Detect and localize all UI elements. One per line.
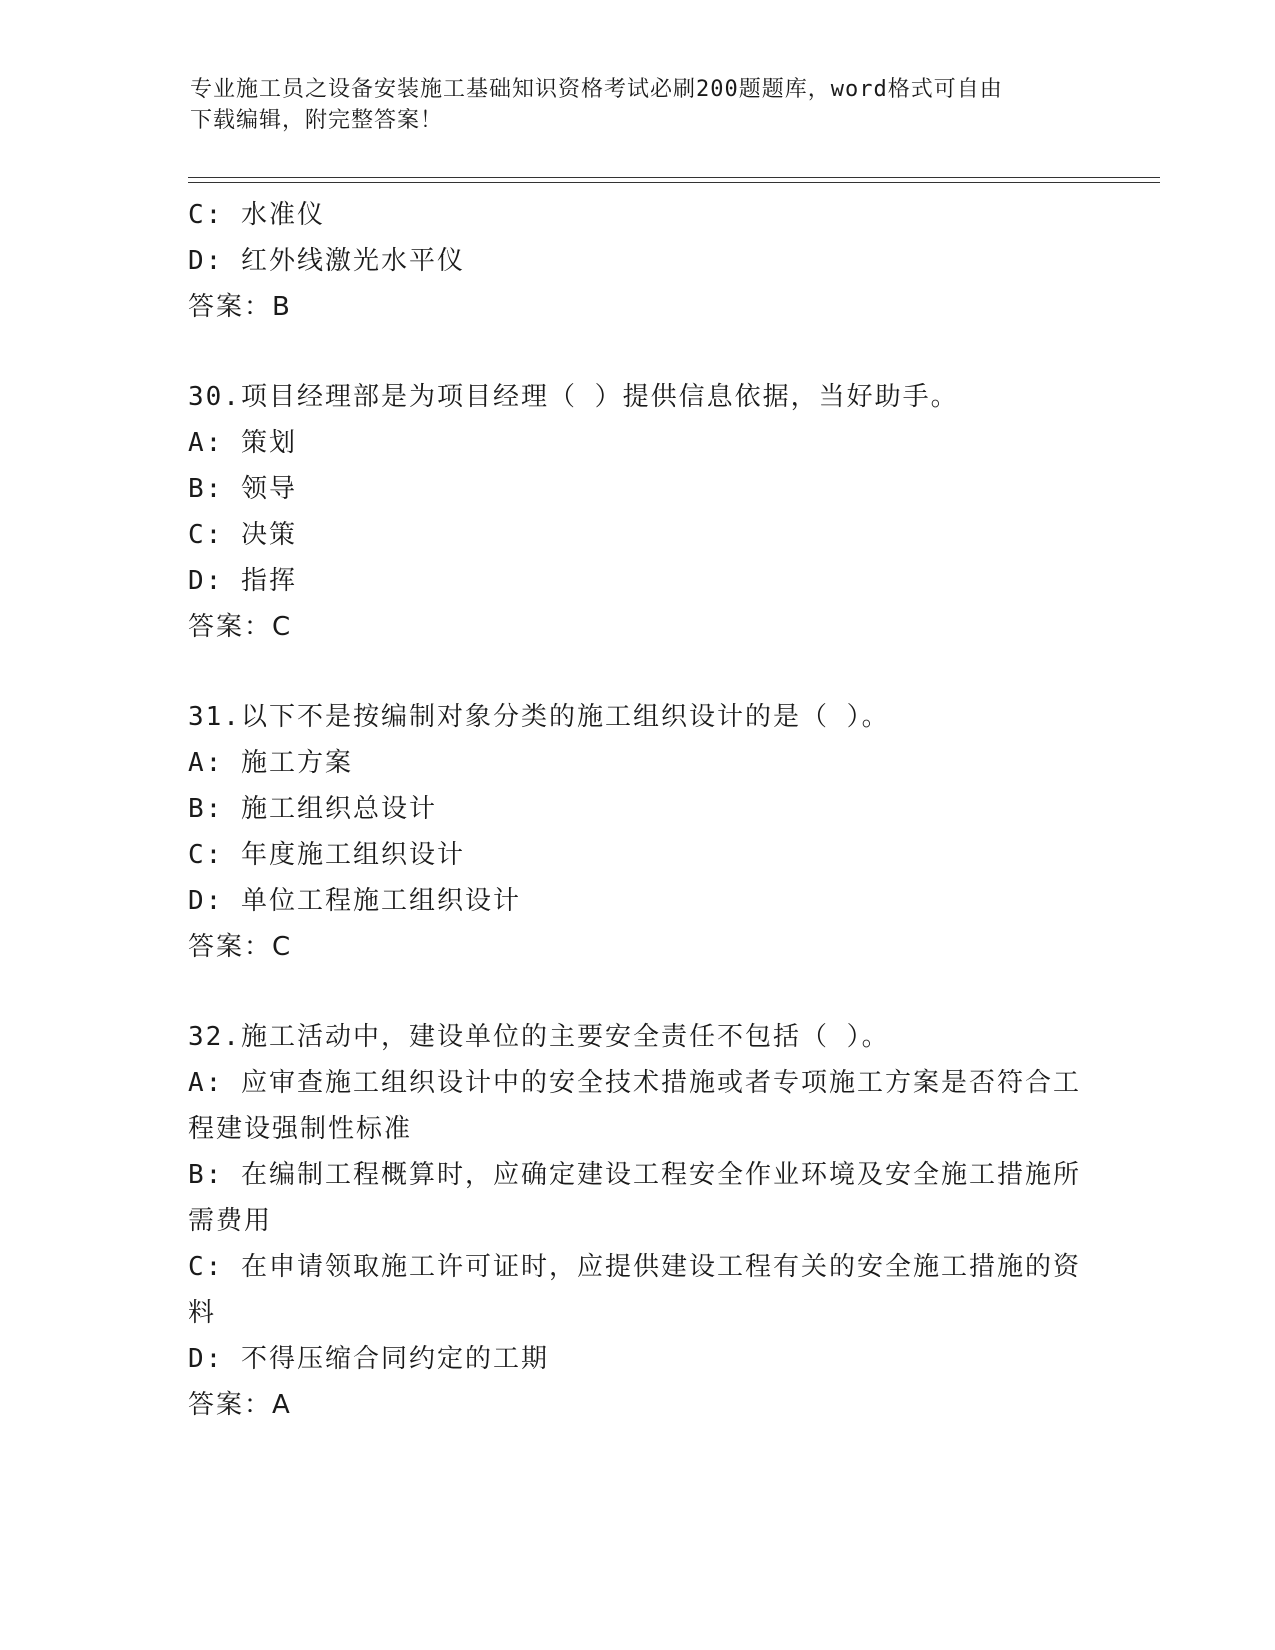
question-list <box>188 192 1088 1428</box>
header-line-1: 专业施工员之设备安装施工基础知识资格考试必刷200题题库，word格式可自由 <box>190 77 1003 102</box>
header-divider-bottom <box>188 182 1160 183</box>
header-line-2: 下载编辑，附完整答案！ <box>190 108 444 133</box>
option-c: C: 水准仪 <box>188 200 325 230</box>
answer-line: 答案：C <box>188 612 293 642</box>
option-a: A: 策划 <box>188 428 297 458</box>
option-c: C: 在申请领取施工许可证时，应提供建设工程有关的安全施工措施的资料 <box>188 1252 1081 1328</box>
option-d: D: 红外线激光水平仪 <box>188 246 465 276</box>
question-32 <box>188 1014 1088 1428</box>
question-30 <box>188 374 1088 650</box>
option-c: C: 年度施工组织设计 <box>188 840 465 870</box>
header-divider-top <box>188 177 1160 178</box>
option-c: C: 决策 <box>188 520 297 550</box>
answer-line: 答案：B <box>188 292 292 322</box>
answer-line: 答案：C <box>188 932 293 962</box>
question-31 <box>188 694 1088 970</box>
question-stem: 30.项目经理部是为项目经理（ ）提供信息依据，当好助手。 <box>188 382 959 412</box>
option-b: B: 领导 <box>188 474 297 504</box>
option-a: A: 施工方案 <box>188 748 353 778</box>
continued-question <box>188 192 1088 330</box>
option-d: D: 指挥 <box>188 566 297 596</box>
option-b: B: 在编制工程概算时，应确定建设工程安全作业环境及安全施工措施所需费用 <box>188 1160 1081 1236</box>
option-d: D: 单位工程施工组织设计 <box>188 886 521 916</box>
option-a: A: 应审查施工组织设计中的安全技术措施或者专项施工方案是否符合工程建设强制性标准 <box>188 1068 1081 1144</box>
question-stem: 32.施工活动中，建设单位的主要安全责任不包括（ ）。 <box>188 1022 890 1052</box>
answer-line: 答案：A <box>188 1390 292 1420</box>
document-header <box>190 74 1090 136</box>
question-stem: 31.以下不是按编制对象分类的施工组织设计的是（ ）。 <box>188 702 890 732</box>
option-d: D: 不得压缩合同约定的工期 <box>188 1344 549 1374</box>
option-b: B: 施工组织总设计 <box>188 794 437 824</box>
